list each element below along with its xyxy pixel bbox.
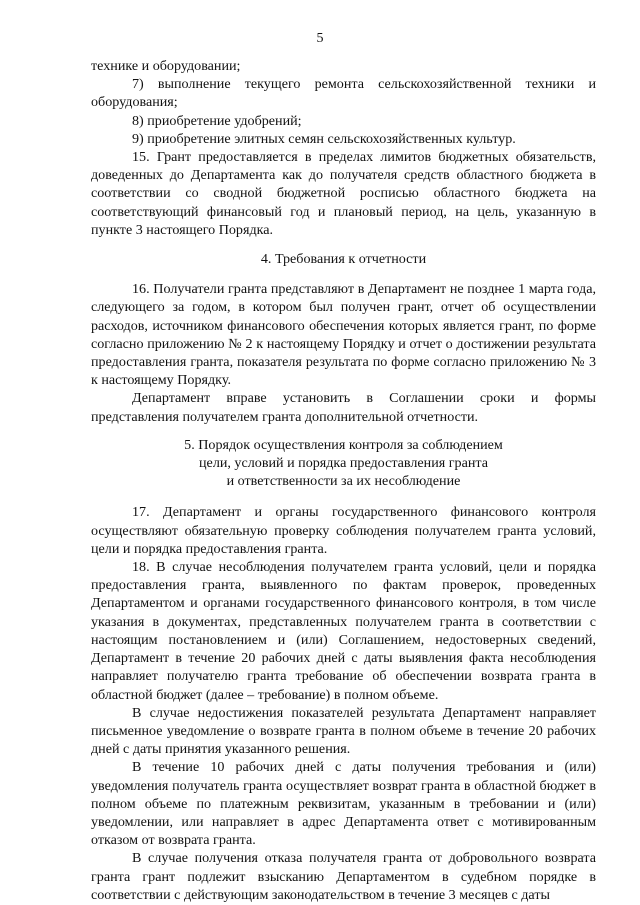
paragraph-18: 18. В случае несоблюдения получателем гранта условий, цели и порядка предоставления гранта, выявленного по фактам проверок, проведенных Департаментом и органами государственного финансового контроля, в том числе указания в документах, представленных получателем гранта в соответствии с настоящим постановлением и (или) Соглашением, недостоверных сведений, Департамент в течение 20 рабочих дней с даты выявления факта несоблюдения направляет получателю гранта требование об обеспечении возврата гранта в областной бюджет (далее – требование) в полном объеме.: [91, 559, 596, 703]
page-number: 5: [316, 31, 324, 46]
paragraph-15: 15. Грант предоставляется в пределах лимитов бюджетных обязательств, доведенных до Департамента как до получателя средств областного бюджета в соответствии со сводной бюджетной росписью областного бюджета на соответствующий финансовый год и плановый период, на цель, указанную в пункте 3 настоящего Порядка.: [91, 149, 596, 238]
section-5-heading-line-1: 5. Порядок осуществления контроля за соблюдением: [184, 436, 503, 453]
list-item-8: 8) приобретение удобрений;: [132, 112, 302, 129]
paragraph-return-period: В течение 10 рабочих дней с даты получения требования и (или) уведомления получатель гранта осуществляет возврат гранта в областной бюджет в полном объеме по платежным реквизитам, указанным в требовании и (или) уведомлении, или направляет в адрес Департамента ответ с мотивированным отказом от возврата гранта.: [91, 759, 596, 849]
list-item-7: 7) выполнение текущего ремонта сельскохозяйственной техники и оборудования;: [91, 76, 596, 111]
section-5-heading-line-2: цели, условий и порядка предоставления гранта: [199, 455, 488, 472]
document-body: [91, 57, 596, 904]
section-4-heading: 4. Требования к отчетности: [260, 251, 427, 268]
list-item-continuation: технике и оборудовании;: [91, 58, 241, 74]
paragraph-department-reporting: Департамент вправе установить в Соглашении сроки и формы представления получателем гранта дополнительной отчетности.: [91, 390, 596, 425]
paragraph-16: 16. Получатели гранта представляют в Департамент не позднее 1 марта года, следующего за годом, в котором был получен грант, отчет об осуществлении расходов, источником финансового обеспечения которых является грант, по форме согласно приложению № 2 к настоящему Порядку и отчет о достижении результата предоставления гранта, показателя результата по форме согласно приложению № 3 к настоящему Порядку.: [91, 281, 596, 389]
section-5-heading-line-3: и ответственности за их несоблюдение: [226, 473, 461, 490]
section-5-heading: [91, 436, 596, 491]
list-item-9: 9) приобретение элитных семян сельскохозяйственных культур.: [132, 130, 516, 147]
paragraph-17: 17. Департамент и органы государственного финансового контроля осуществляют обязательную проверку соблюдения получателем гранта условий, цели и порядка предоставления гранта.: [91, 504, 596, 557]
paragraph-refusal: В случае получения отказа получателя гранта от добровольного возврата гранта грант подлежит взысканию Департаментом в судебном порядке в соответствии с действующим законодательством в течение 3 месяцев с даты: [91, 850, 596, 903]
paragraph-non-achievement: В случае недостижения показателей результата Департамент направляет письменное уведомление о возврате гранта в полном объеме в течение 20 рабочих дней с даты принятия указанного решения.: [91, 704, 596, 758]
